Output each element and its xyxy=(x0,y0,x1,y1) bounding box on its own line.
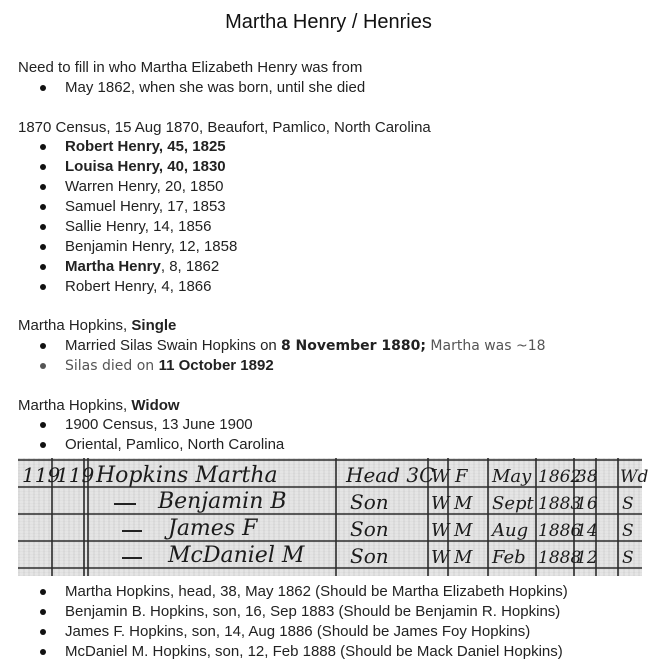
census-age: 12 xyxy=(576,548,598,568)
list-item: May 1862, when she was born, until she died xyxy=(0,78,365,98)
list-item: Benjamin Henry, 12, 1858 xyxy=(0,237,237,257)
census-relation: Son xyxy=(350,517,389,541)
census-year: 1888 xyxy=(538,548,582,568)
bullet-icon xyxy=(40,85,46,91)
svg-text:M: M xyxy=(454,547,473,568)
list-item: Martha Henry, 8, 1862 xyxy=(0,257,237,277)
bullet-icon xyxy=(40,264,46,270)
list-item: Warren Henry, 20, 1850 xyxy=(0,177,237,197)
bullet-icon xyxy=(40,609,46,615)
bullet-icon xyxy=(40,422,46,428)
bullet-icon xyxy=(40,629,46,635)
list-item: Louisa Henry, 40, 1830 xyxy=(0,157,237,177)
census-relation: Head 3C xyxy=(346,463,435,487)
bullet-icon xyxy=(40,224,46,230)
list-item: Sallie Henry, 14, 1856 xyxy=(0,217,237,237)
census-year: 1862 xyxy=(538,467,582,487)
list-item: Silas died on 11 October 1892 xyxy=(0,356,546,376)
census-age: 38 xyxy=(576,467,598,487)
list-item: Samuel Henry, 17, 1853 xyxy=(0,197,237,217)
page-title: Martha Henry / Henries xyxy=(225,11,432,33)
list-item: Martha Hopkins, head, 38, May 1862 (Should be Martha Elizabeth Hopkins) xyxy=(0,582,568,602)
svg-text:M: M xyxy=(454,520,473,541)
census-1870-heading: 1870 Census, 15 Aug 1870, Beaufort, Pamlico, North Carolina xyxy=(18,119,431,136)
census-handwriting xyxy=(18,458,649,576)
census-marital: Wd xyxy=(620,467,649,487)
dash-marks xyxy=(114,504,142,558)
census-year: 1886 xyxy=(538,521,582,541)
bullet-icon xyxy=(40,589,46,595)
list-item: Benjamin B. Hopkins, son, 16, Sep 1883 (Should be Benjamin R. Hopkins) xyxy=(0,602,568,622)
widow-list xyxy=(0,415,284,455)
bullet-icon xyxy=(40,244,46,250)
census-relation: Son xyxy=(350,544,389,568)
bullet-icon xyxy=(40,363,46,369)
intro-list xyxy=(0,78,365,98)
bullet-icon xyxy=(40,204,46,210)
census-name: Benjamin B xyxy=(158,489,287,514)
census-age: 16 xyxy=(576,494,598,514)
household-list xyxy=(0,582,568,662)
census-relation: Son xyxy=(350,490,389,514)
list-item: Robert Henry, 45, 1825 xyxy=(0,137,237,157)
census-record-image xyxy=(18,458,649,576)
dwelling-number: 119 xyxy=(22,463,61,487)
census-marital: S xyxy=(622,548,634,568)
census-name: Hopkins Martha xyxy=(96,463,278,488)
census-marital: S xyxy=(622,521,634,541)
list-item: 1900 Census, 13 June 1900 xyxy=(0,415,284,435)
svg-text:W: W xyxy=(431,547,450,568)
intro-text: Need to fill in who Martha Elizabeth Henry was from xyxy=(18,59,363,76)
census-month: Sept xyxy=(492,493,534,514)
bullet-icon xyxy=(40,164,46,170)
family-number: 119 xyxy=(56,463,95,487)
list-item: Oriental, Pamlico, North Carolina xyxy=(0,435,284,455)
list-item: McDaniel M. Hopkins, son, 12, Feb 1888 (Should be Mack Daniel Hopkins) xyxy=(0,642,568,662)
census-marital: S xyxy=(622,494,634,514)
census-month: Aug xyxy=(492,520,529,541)
bullet-icon xyxy=(40,442,46,448)
census-name: McDaniel M xyxy=(168,543,305,568)
census-name: James F xyxy=(168,516,258,541)
census-month: Feb xyxy=(492,547,526,568)
svg-text:M: M xyxy=(454,493,473,514)
list-item: Robert Henry, 4, 1866 xyxy=(0,277,237,297)
widow-heading: Martha Hopkins, Widow xyxy=(18,397,180,414)
bullet-icon xyxy=(40,649,46,655)
single-heading: Martha Hopkins, Single xyxy=(18,317,177,334)
svg-text:W: W xyxy=(431,466,450,487)
census-year: 1883 xyxy=(538,494,582,514)
census-age: 14 xyxy=(576,521,598,541)
list-item: Married Silas Swain Hopkins on 8 November 1880; Martha was ~18 xyxy=(0,336,546,356)
svg-text:W: W xyxy=(431,493,450,514)
list-item: James F. Hopkins, son, 14, Aug 1886 (Should be James Foy Hopkins) xyxy=(0,622,568,642)
bullet-icon xyxy=(40,284,46,290)
bullet-icon xyxy=(40,184,46,190)
svg-text:F: F xyxy=(455,466,468,487)
bullet-icon xyxy=(40,144,46,150)
census-1870-list xyxy=(0,137,237,297)
single-list xyxy=(0,336,546,376)
census-month: May xyxy=(492,466,532,487)
svg-text:W: W xyxy=(431,520,450,541)
bullet-icon xyxy=(40,343,46,349)
